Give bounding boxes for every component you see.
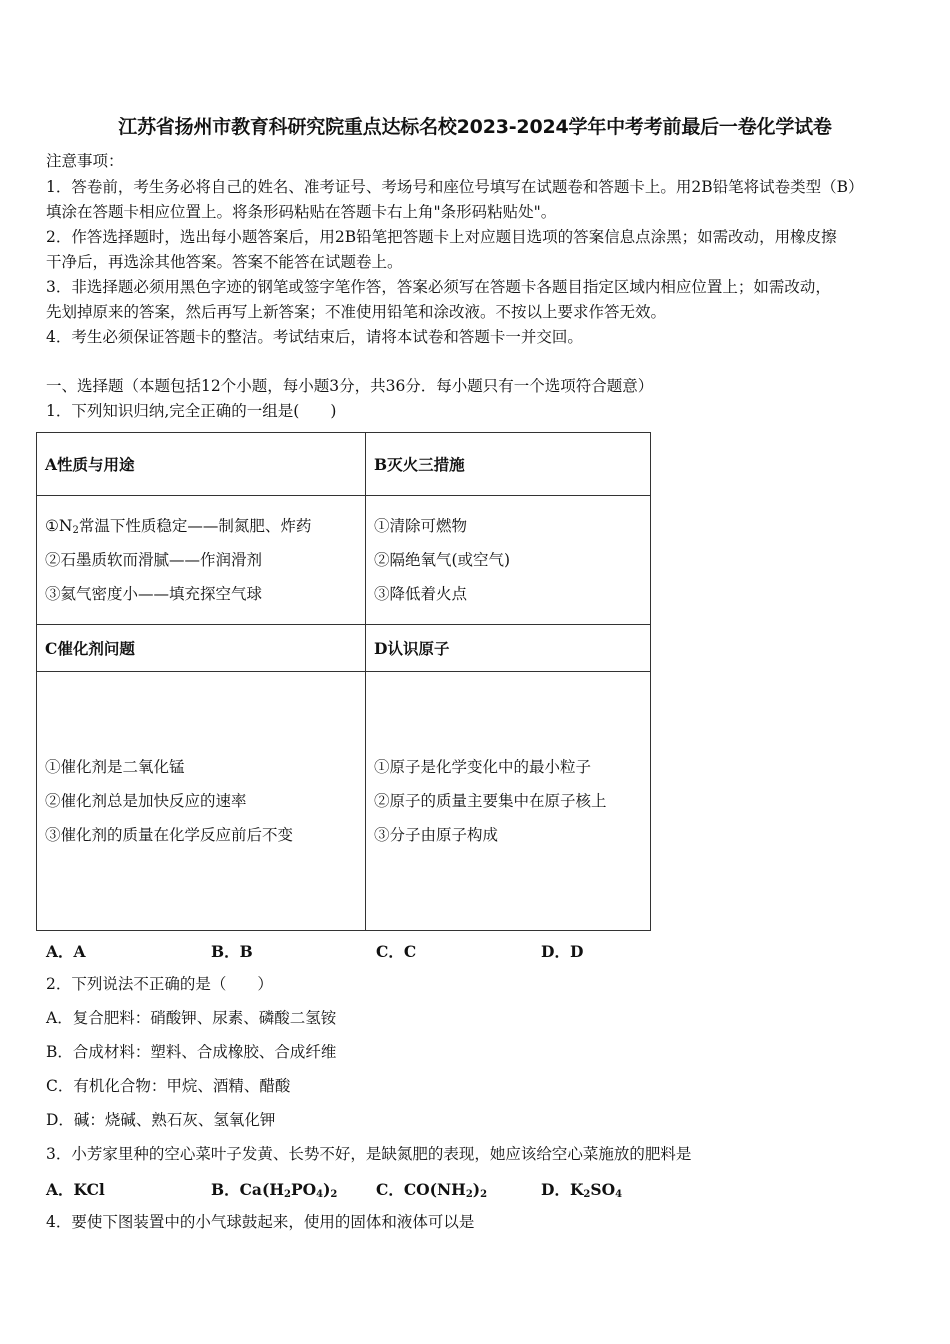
question-2-stem: 2．下列说法不正确的是（ ） <box>46 975 273 993</box>
a-item-1: $①N_2$常温下性质稳定——制氮肥、炸药 <box>45 517 312 536</box>
c-item-2: ②催化剂总是加快反应的速率 <box>45 792 247 810</box>
question-3-stem: 3．小芳家里种的空心菜叶子发黄、长势不好，是缺氮肥的表现，她应该给空心菜施放的肥料是 <box>46 1145 692 1163</box>
q2-option-a: A．复合肥料：硝酸钾、尿素、磷酸二氢铵 <box>46 1009 337 1027</box>
notice-item-3-line-1: 3．非选择题必须用黑色字迹的钢笔或签字笔作答，答案必须写在答题卡各题目指定区域内相应位置上；如需改动， <box>46 278 831 296</box>
d-item-1: ①原子是化学变化中的最小粒子 <box>374 758 592 776</box>
page-title: 江苏省扬州市教育科研究院重点达标名校2023-2024学年中考考前最后一卷化学试卷 <box>118 116 832 138</box>
cell-a-body <box>37 496 366 625</box>
notice-item-4: 4．考生必须保证答题卡的整洁。考试结束后，请将本试卷和答题卡一并交回。 <box>46 328 583 346</box>
notice-item-1-line-1: 1．答卷前，考生务必将自己的姓名、准考证号、考场号和座位号填写在试题卷和答题卡上。用2B铅笔将试卷类型（B） <box>46 178 864 196</box>
q1-option-b: B．B <box>211 942 253 961</box>
cell-a-heading: A性质与用途 <box>37 433 366 496</box>
d-item-2: ②原子的质量主要集中在原子核上 <box>374 792 607 810</box>
notice-item-1-line-2: 填涂在答题卡相应位置上。将条形码粘贴在答题卡右上角"条形码粘贴处"。 <box>46 203 557 221</box>
q2-option-b: B．合成材料：塑料、合成橡胶、合成纤维 <box>46 1043 337 1061</box>
question-1-stem: 1．下列知识归纳,完全正确的一组是( ) <box>46 402 337 420</box>
d-item-3: ③分子由原子构成 <box>374 826 499 844</box>
q3-option-a: A．KCl <box>46 1180 105 1199</box>
notice-item-2-line-2: 干净后，再选涂其他答案。答案不能答在试题卷上。 <box>46 253 403 271</box>
a-item-3: ③氦气密度小——填充探空气球 <box>45 585 263 603</box>
q2-option-c: C．有机化合物：甲烷、酒精、醋酸 <box>46 1077 291 1095</box>
b-item-3: ③降低着火点 <box>374 585 468 603</box>
notice-item-2-line-1: 2．作答选择题时，选出每小题答案后，用2B铅笔把答题卡上对应题目选项的答案信息点涂黑；如需改动，用橡皮擦 <box>46 228 837 246</box>
notice-item-3-line-2: 先划掉原来的答案，然后再写上新答案；不准使用铅笔和涂改液。不按以上要求作答无效。 <box>46 303 667 321</box>
cell-b-heading: B灭火三措施 <box>366 433 651 496</box>
q2-option-d: D．碱：烧碱、熟石灰、氢氧化钾 <box>46 1111 276 1129</box>
q3-option-c: C．$CO(NH_2)_2$ <box>376 1180 488 1200</box>
cell-d-body <box>366 672 651 931</box>
b-item-1: ①清除可燃物 <box>374 517 468 535</box>
question-1-table <box>36 432 651 931</box>
cell-c-body <box>37 672 366 931</box>
q1-option-c: C．C <box>376 942 417 961</box>
q3-option-d: D．$K_2SO_4$ <box>541 1180 623 1200</box>
cell-d-heading: D认识原子 <box>366 625 651 672</box>
c-item-3: ③催化剂的质量在化学反应前后不变 <box>45 826 294 844</box>
q1-option-a: A．A <box>46 942 86 961</box>
q1-option-d: D．D <box>541 942 584 961</box>
c-item-1: ①催化剂是二氧化锰 <box>45 758 185 776</box>
section-heading: 一、选择题（本题包括12个小题，每小题3分，共36分．每小题只有一个选项符合题意） <box>46 377 654 395</box>
cell-c-heading: C催化剂问题 <box>37 625 366 672</box>
a-item-2: ②石墨质软而滑腻——作润滑剂 <box>45 551 263 569</box>
b-item-2: ②隔绝氧气(或空气) <box>374 551 511 569</box>
q3-option-b: B．$Ca(H_2PO_4)_2$ <box>211 1180 338 1200</box>
question-4-stem: 4．要使下图装置中的小气球鼓起来，使用的固体和液体可以是 <box>46 1213 475 1231</box>
cell-b-body <box>366 496 651 625</box>
notice-heading: 注意事项： <box>46 152 124 170</box>
